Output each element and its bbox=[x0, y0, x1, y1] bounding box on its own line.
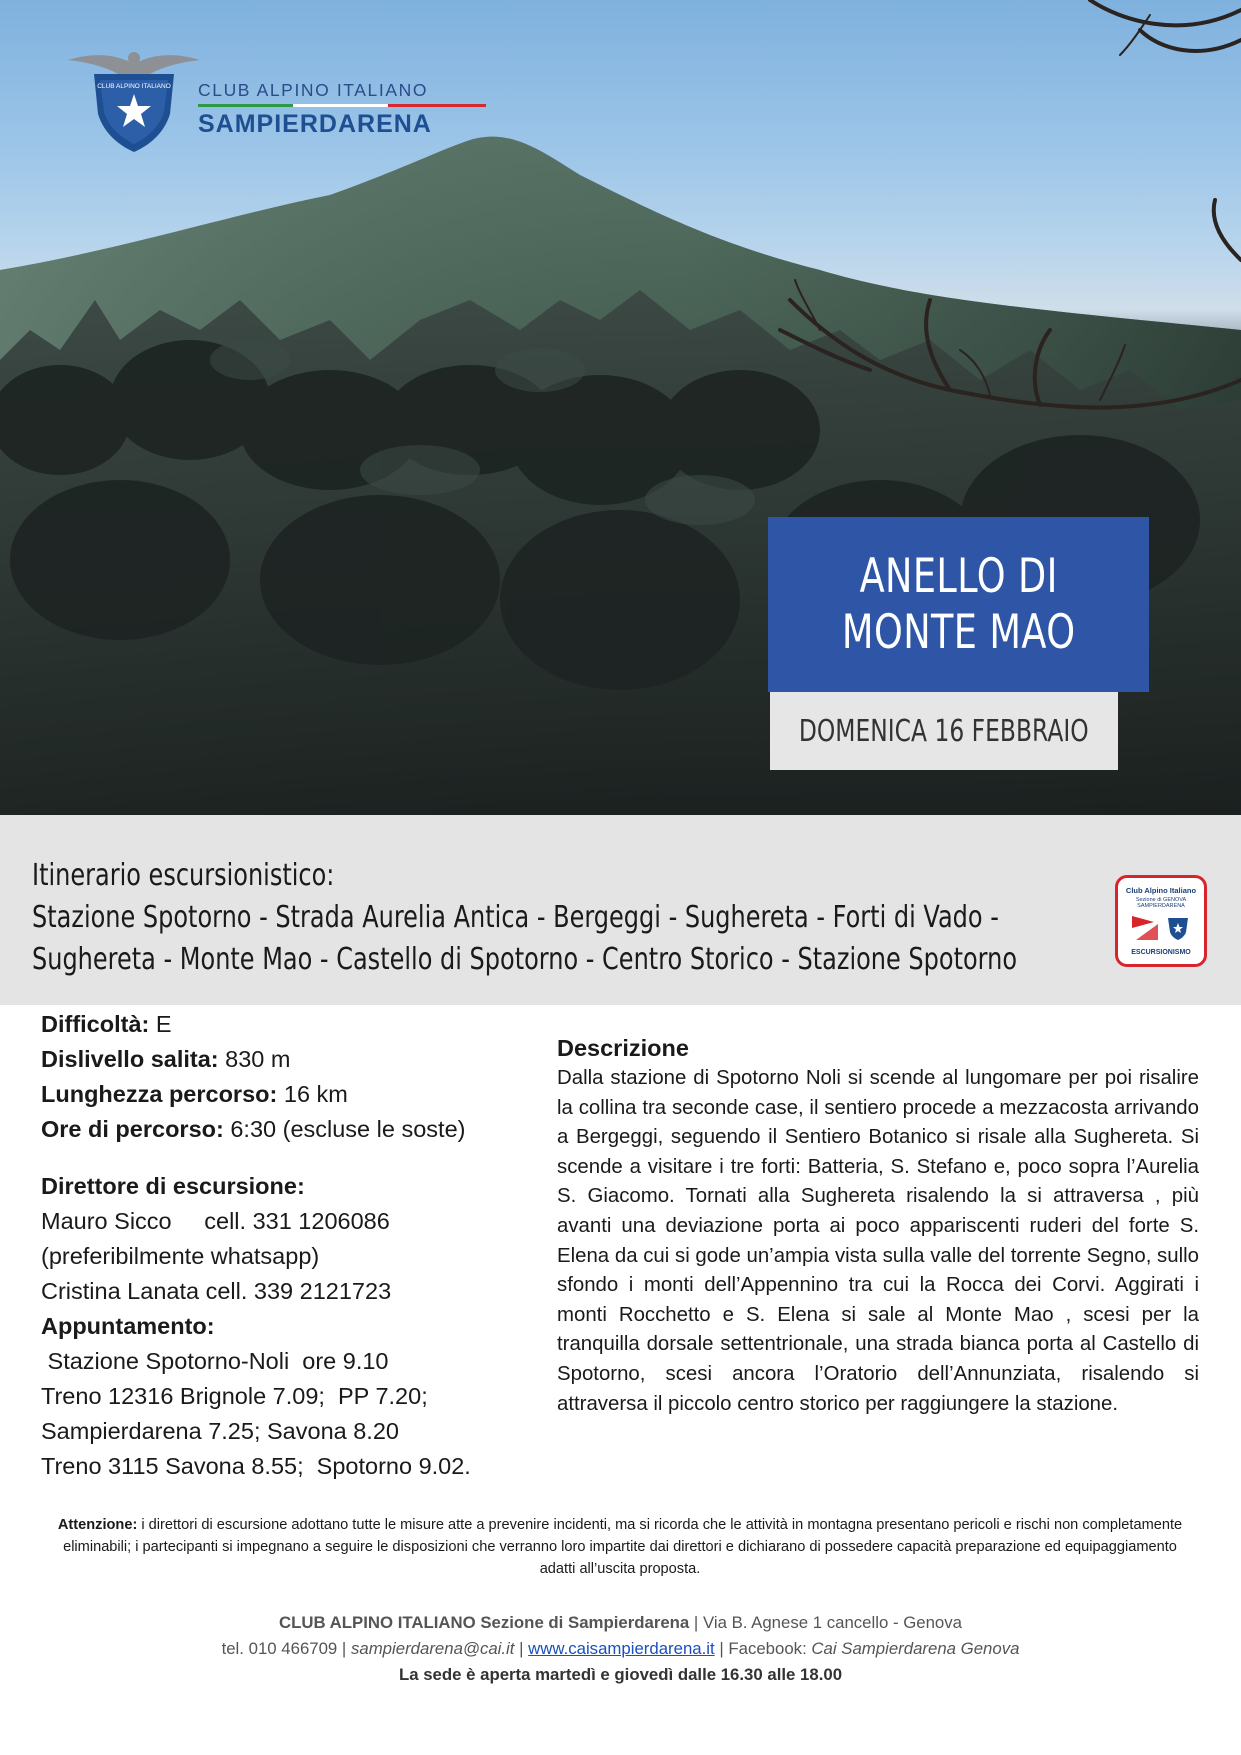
director-2: Cristina Lanata cell. 339 2121723 bbox=[41, 1278, 392, 1304]
warning-label: Attenzione: bbox=[57, 1517, 138, 1533]
event-title bbox=[842, 549, 1076, 661]
footer-facebook-link[interactable]: Cai Sampierdarena Genova bbox=[811, 1639, 1020, 1658]
footer-sep: | bbox=[514, 1639, 529, 1658]
event-date: DOMENICA 16 FEBBRAIO bbox=[799, 713, 1089, 749]
safety-warning bbox=[56, 1514, 1184, 1580]
event-title-line2: MONTE MAO bbox=[841, 604, 1076, 660]
meeting-line-4: Treno 3115 Savona 8.55; Spotorno 9.02. bbox=[41, 1453, 471, 1479]
length-label: Lunghezza percorso: bbox=[41, 1081, 278, 1107]
meeting-line-1: Stazione Spotorno-Noli ore 9.10 bbox=[41, 1348, 389, 1374]
tricolor-rule bbox=[198, 104, 486, 107]
footer-opening-hours: La sede è aperta martedì e giovedì dalle 16.30 alle 18.00 bbox=[398, 1665, 843, 1684]
footer-facebook-label: | Facebook: bbox=[714, 1639, 812, 1658]
description-text: Dalla stazione di Spotorno Noli si scende al lungomare per poi risalire la collina tra seconde case, il sentiero procede a mezzacosta arrivando a Bergeggi, seguendo il Sentiero Botanico si risale alla Sughereta. Si scende a visitare i tre forti: Batteria, S. Stefano e, poco sopra l’Aurelia S. Giacomo. Tornati alla Sughereta risalendo la si attraversa , più avanti una deviazione porta ai poco appariscenti ruderi del forte S. Elena da cui si gode un’ampia vista sulla valle del torrente Segno, sullo sfondo i monti dell’Appennino tra cui la Rocca dei Corvi. Aggirati i monti Rocchetto e S. Elena si sale al Monte Mao , scesi per la tranquilla dorsale settentrionale, una strada bianca porta al Castello di Spotorno, scesi ancora l’Oratorio dell’Annunziata, risalendo si attraversa il piccolo centro storico per raggiungere la stazione. bbox=[557, 1067, 1199, 1415]
itinerary-heading: Itinerario escursionistico: bbox=[32, 858, 335, 893]
club-name: CLUB ALPINO ITALIANO bbox=[198, 80, 429, 100]
length-value: 16 km bbox=[277, 1081, 348, 1107]
footer-line-2 bbox=[0, 1636, 1241, 1662]
hours-label: Ore di percorso: bbox=[41, 1116, 224, 1142]
description-heading: Descrizione bbox=[557, 1035, 689, 1061]
footer-org: CLUB ALPINO ITALIANO Sezione di Sampierdarena bbox=[279, 1613, 690, 1632]
director-1: Mauro Sicco cell. 331 1206086 bbox=[41, 1208, 390, 1234]
description bbox=[557, 1035, 1199, 1419]
footer-phone: tel. 010 466709 | bbox=[221, 1639, 351, 1658]
footer-email-link[interactable]: sampierdarena@cai.it bbox=[350, 1639, 515, 1658]
section-name: SAMPIERDARENA bbox=[198, 110, 432, 138]
difficulty-label: Difficoltà: bbox=[41, 1011, 150, 1037]
cai-logo bbox=[64, 44, 444, 154]
meeting-heading: Appuntamento: bbox=[41, 1313, 215, 1339]
footer bbox=[0, 1610, 1241, 1688]
badge-flags-icon bbox=[1128, 912, 1194, 942]
ascent-label: Dislivello salita: bbox=[41, 1046, 219, 1072]
directors-heading: Direttore di escursione: bbox=[41, 1173, 305, 1199]
meeting-line-2: Treno 12316 Brignole 7.09; PP 7.20; bbox=[41, 1383, 428, 1409]
trip-details bbox=[41, 1007, 541, 1484]
difficulty-value: E bbox=[149, 1011, 172, 1037]
badge-subtitle: Sezione di GENOVA SAMPIERDARENA bbox=[1135, 897, 1187, 909]
event-date-box bbox=[770, 692, 1118, 770]
emblem-text: CLUB ALPINO ITALIANO bbox=[97, 83, 171, 90]
badge-label: ESCURSIONISMO bbox=[1131, 949, 1191, 956]
itinerary-lines bbox=[32, 855, 1082, 981]
footer-address: | Via B. Agnese 1 cancello - Genova bbox=[689, 1613, 962, 1632]
footer-line-1 bbox=[0, 1610, 1241, 1636]
footer-website-link[interactable]: www.caisampierdarena.it bbox=[528, 1639, 715, 1658]
cai-eagle-shield-icon bbox=[64, 44, 204, 154]
length-row bbox=[41, 1077, 541, 1112]
meeting-line-3: Sampierdarena 7.25; Savona 8.20 bbox=[41, 1418, 399, 1444]
itinerary-line1: Stazione Spotorno - Strada Aurelia Antica - Bergeggi - Sughereta - Forti di Vado - bbox=[32, 900, 999, 935]
itinerary-line2: Sughereta - Monte Mao - Castello di Spotorno - Centro Storico - Stazione Spotorno bbox=[32, 942, 1017, 977]
difficulty-row bbox=[41, 1007, 541, 1042]
hours-value: 6:30 (escluse le soste) bbox=[223, 1116, 466, 1142]
event-title-box bbox=[768, 517, 1149, 692]
escursionismo-badge bbox=[1115, 875, 1207, 967]
hours-row bbox=[41, 1112, 541, 1147]
ascent-row bbox=[41, 1042, 541, 1077]
ascent-value: 830 m bbox=[218, 1046, 291, 1072]
director-1-note: (preferibilmente whatsapp) bbox=[41, 1243, 320, 1269]
event-title-line1: ANELLO DI bbox=[859, 548, 1058, 604]
itinerary-band bbox=[0, 815, 1241, 1005]
warning-text: i direttori di escursione adottano tutte le misure atte a prevenire incidenti, ma si ricorda che le attività in montagna presentano pericoli e rischi non completamente eliminabili; i partecipanti si impegnano a seguire le disposizioni che verranno loro impartite dai direttori e dichiarano di possedere capacità preparazione ed equipaggiamento adatti all’uscita proposta. bbox=[63, 1517, 1183, 1577]
badge-title: Club Alpino Italiano bbox=[1125, 886, 1197, 895]
